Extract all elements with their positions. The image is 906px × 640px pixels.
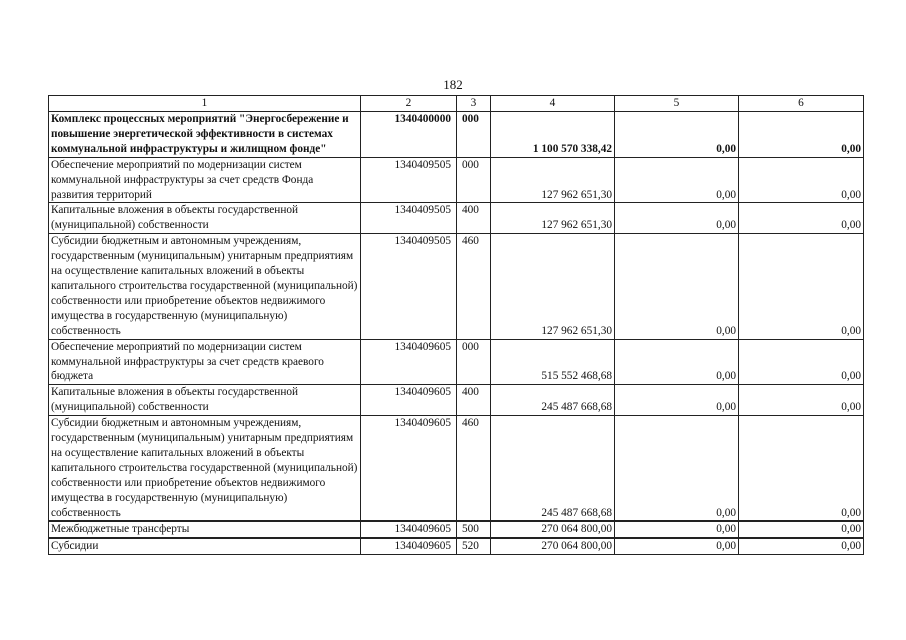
row-col6: 0,00 bbox=[739, 112, 864, 158]
header-cell-4: 4 bbox=[491, 96, 615, 112]
row-sum: 1 100 570 338,42 bbox=[491, 112, 615, 158]
row-col5: 0,00 bbox=[615, 521, 739, 538]
row-name: Межбюджетные трансферты bbox=[49, 521, 361, 538]
header-cell-1: 1 bbox=[49, 96, 361, 112]
table-row bbox=[49, 385, 864, 416]
row-col5: 0,00 bbox=[615, 234, 739, 339]
row-sum: 270 064 800,00 bbox=[491, 521, 615, 538]
row-name: Капитальные вложения в объекты государственной (муниципальной) собственности bbox=[49, 385, 361, 416]
row-type: 500 bbox=[457, 521, 491, 538]
table-row bbox=[49, 521, 864, 538]
row-name: Субсидии bbox=[49, 538, 361, 554]
row-sum: 245 487 668,68 bbox=[491, 385, 615, 416]
row-col6: 0,00 bbox=[739, 385, 864, 416]
row-sum: 515 552 468,68 bbox=[491, 339, 615, 385]
row-type: 520 bbox=[457, 538, 491, 554]
row-type: 400 bbox=[457, 203, 491, 234]
row-sum: 270 064 800,00 bbox=[491, 538, 615, 554]
row-col5: 0,00 bbox=[615, 385, 739, 416]
row-col6: 0,00 bbox=[739, 416, 864, 522]
row-code: 1340409605 bbox=[361, 416, 457, 522]
row-name: Обеспечение мероприятий по модернизации систем коммунальной инфраструктуры за счет средств Фонда развития территорий bbox=[49, 157, 361, 203]
row-col5: 0,00 bbox=[615, 339, 739, 385]
row-col6: 0,00 bbox=[739, 203, 864, 234]
row-code: 1340409505 bbox=[361, 234, 457, 339]
row-sum: 127 962 651,30 bbox=[491, 157, 615, 203]
row-code: 1340400000 bbox=[361, 112, 457, 158]
row-name: Обеспечение мероприятий по модернизации систем коммунальной инфраструктуры за счет средств краевого бюджета bbox=[49, 339, 361, 385]
header-cell-2: 2 bbox=[361, 96, 457, 112]
row-code: 1340409605 bbox=[361, 521, 457, 538]
row-type: 000 bbox=[457, 339, 491, 385]
row-name: Субсидии бюджетным и автономным учреждениям, государственным (муниципальным) унитарным предприятиям на осуществление капитальных вложений в объекты капитального строительства государственной (муниципальной) собственности или приобретение объектов недвижимого имущества в государственную (муниципальную) собственность bbox=[49, 234, 361, 339]
table-row bbox=[49, 112, 864, 158]
table-row bbox=[49, 203, 864, 234]
row-code: 1340409605 bbox=[361, 538, 457, 554]
row-code: 1340409605 bbox=[361, 385, 457, 416]
row-name: Комплекс процессных мероприятий "Энергосбережение и повышение энергетической эффективности в системах коммунальной инфраструктуры и жилищном фонде" bbox=[49, 112, 361, 158]
row-type: 000 bbox=[457, 112, 491, 158]
row-col5: 0,00 bbox=[615, 538, 739, 554]
row-col6: 0,00 bbox=[739, 234, 864, 339]
row-col5: 0,00 bbox=[615, 157, 739, 203]
row-col6: 0,00 bbox=[739, 339, 864, 385]
row-type: 000 bbox=[457, 157, 491, 203]
table-row bbox=[49, 538, 864, 554]
row-type: 400 bbox=[457, 385, 491, 416]
table-row bbox=[49, 339, 864, 385]
row-code: 1340409505 bbox=[361, 203, 457, 234]
table-row bbox=[49, 234, 864, 339]
header-cell-5: 5 bbox=[615, 96, 739, 112]
row-sum: 245 487 668,68 bbox=[491, 416, 615, 522]
row-sum: 127 962 651,30 bbox=[491, 234, 615, 339]
row-col5: 0,00 bbox=[615, 416, 739, 522]
header-row bbox=[49, 96, 864, 112]
header-cell-3: 3 bbox=[457, 96, 491, 112]
row-name: Капитальные вложения в объекты государственной (муниципальной) собственности bbox=[49, 203, 361, 234]
row-col5: 0,00 bbox=[615, 203, 739, 234]
page-number: 182 bbox=[443, 77, 463, 92]
row-col6: 0,00 bbox=[739, 538, 864, 554]
budget-table bbox=[48, 95, 864, 555]
row-code: 1340409605 bbox=[361, 339, 457, 385]
row-type: 460 bbox=[457, 416, 491, 522]
row-col5: 0,00 bbox=[615, 112, 739, 158]
row-col6: 0,00 bbox=[739, 157, 864, 203]
table-row bbox=[49, 157, 864, 203]
row-type: 460 bbox=[457, 234, 491, 339]
header-cell-6: 6 bbox=[739, 96, 864, 112]
row-code: 1340409505 bbox=[361, 157, 457, 203]
table-row bbox=[49, 416, 864, 522]
row-sum: 127 962 651,30 bbox=[491, 203, 615, 234]
row-col6: 0,00 bbox=[739, 521, 864, 538]
row-name: Субсидии бюджетным и автономным учреждениям, государственным (муниципальным) унитарным предприятиям на осуществление капитальных вложений в объекты капитального строительства государственной (муниципальной) собственности или приобретение объектов недвижимого имущества в государственную (муниципальную) собственность bbox=[49, 416, 361, 522]
